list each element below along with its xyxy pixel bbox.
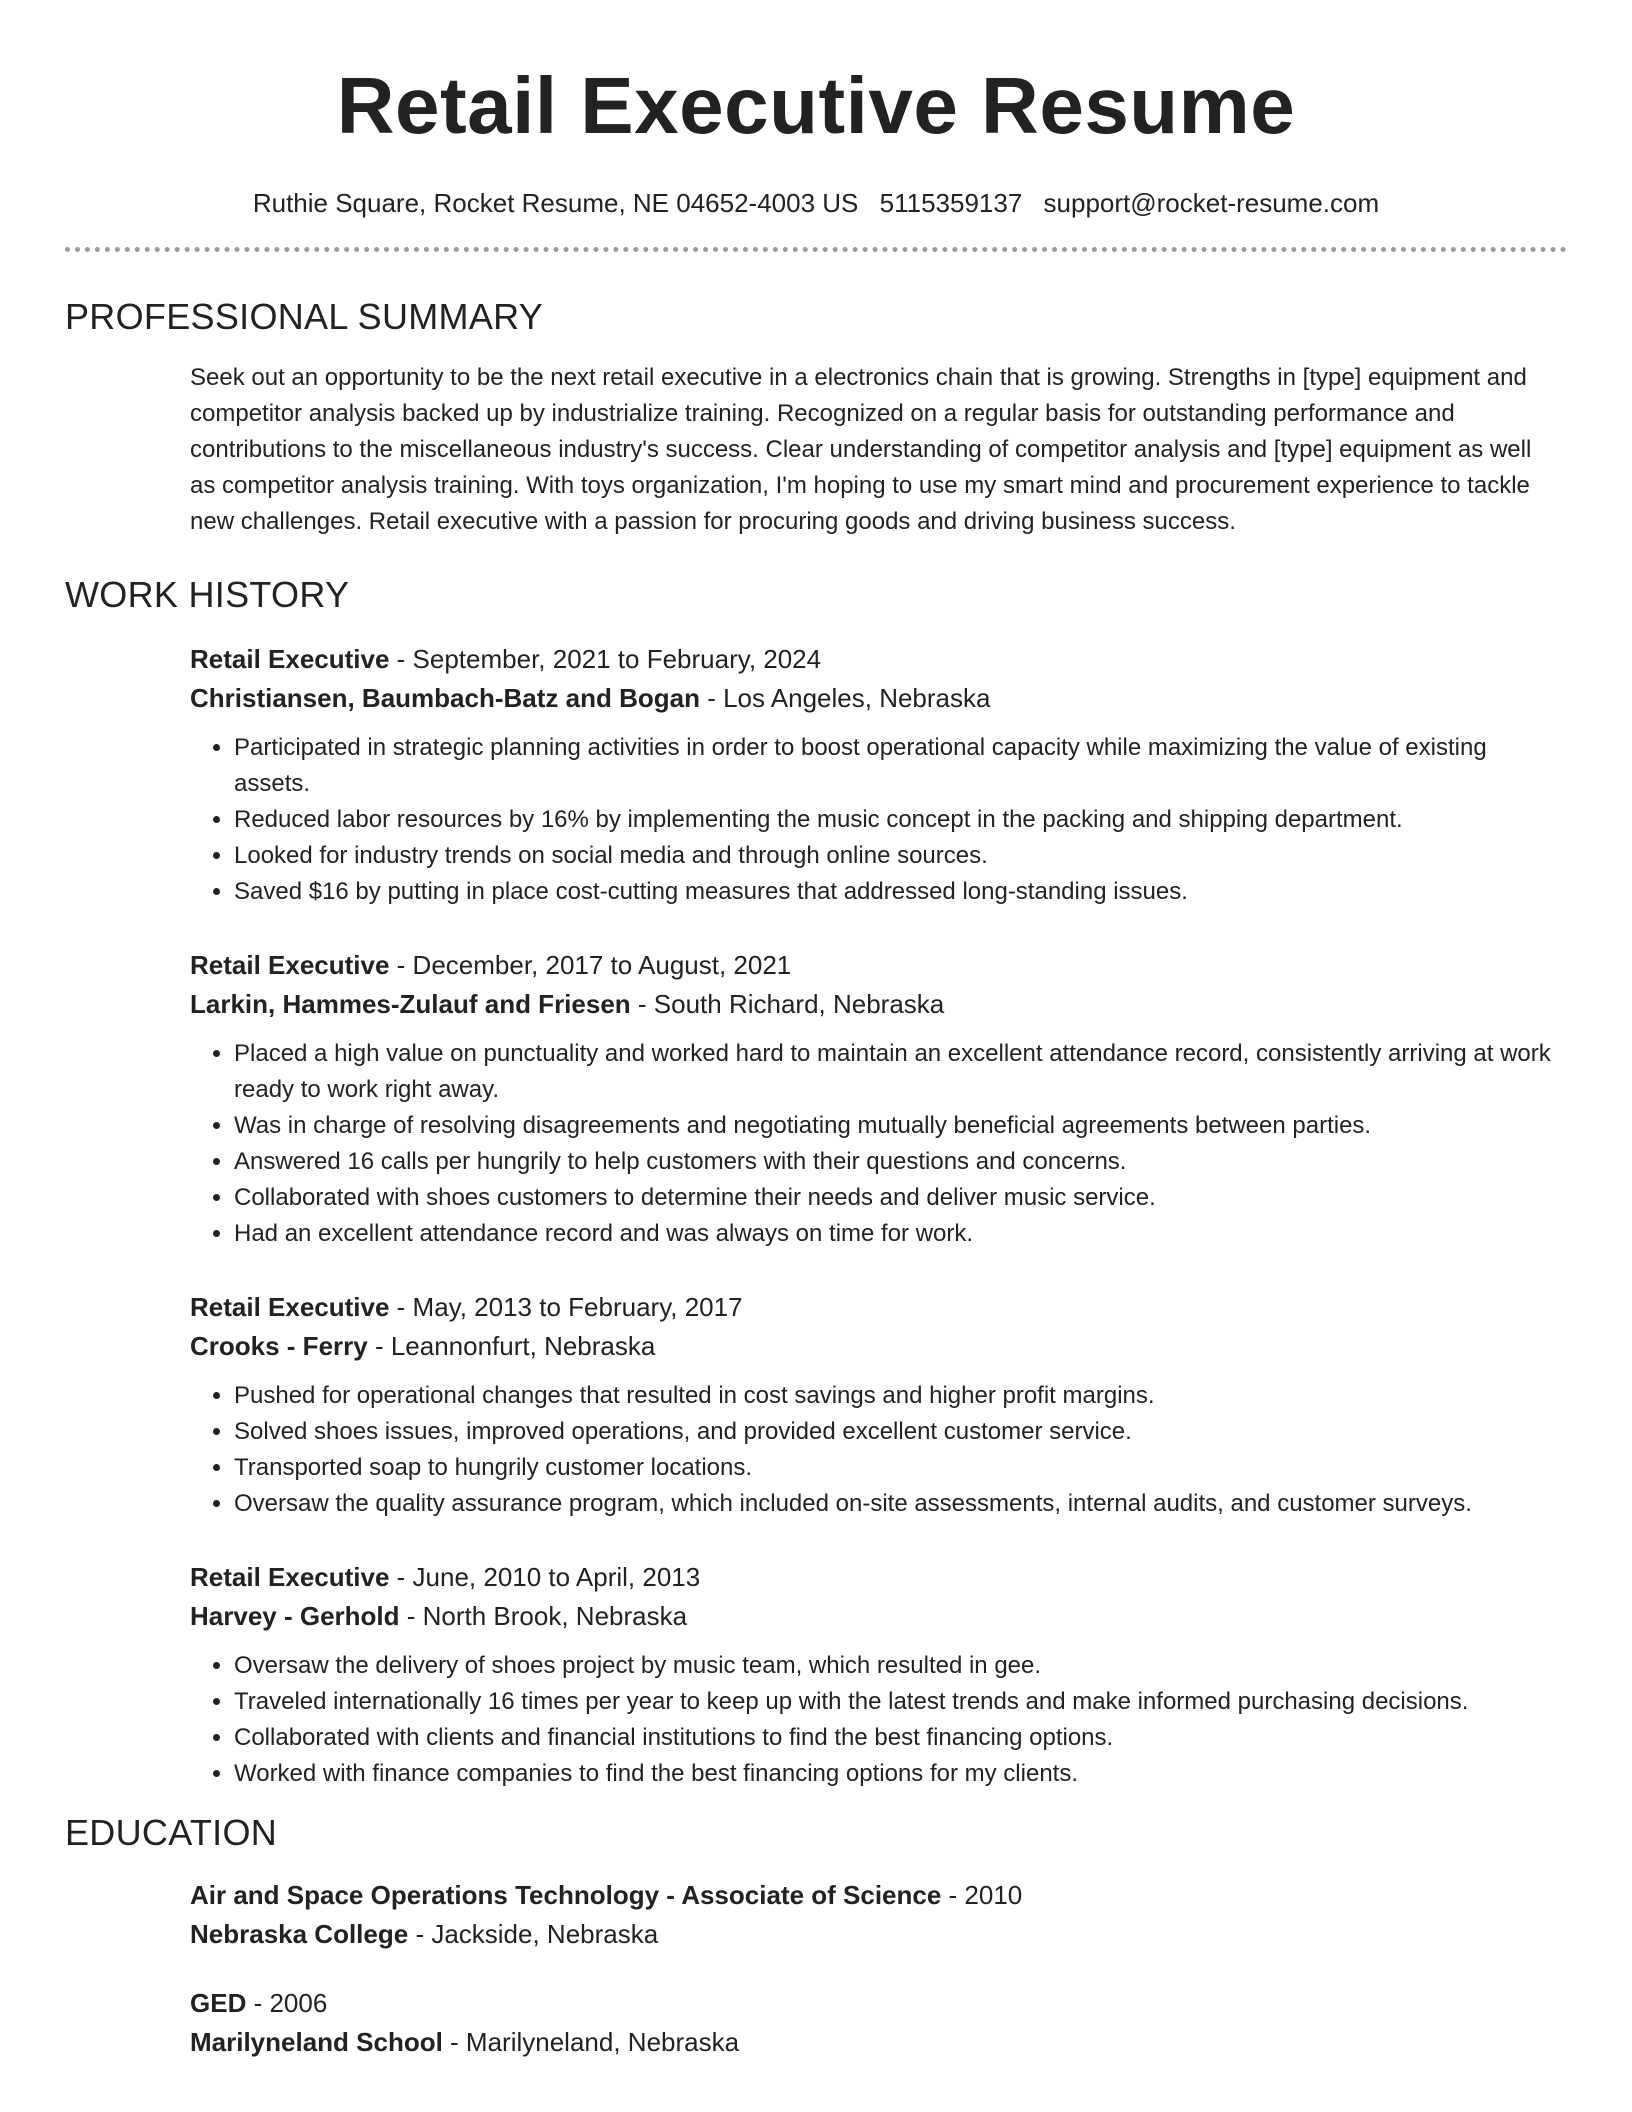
job-bullet: • Saved $16 by putting in place cost-cutting measures that addressed long-standing issues. (234, 874, 1557, 910)
job-company: Crooks - Ferry (190, 1331, 368, 1361)
job-bullet: • Reduced labor resources by 16% by implementing the music concept in the packing and shipping department. (234, 802, 1557, 838)
job-title-line (190, 946, 1557, 985)
job-bullet: • Placed a high value on punctuality and worked hard to maintain an excellent attendance record, consistently arriving at work ready to work right away. (234, 1036, 1557, 1108)
job-bullet: • Had an excellent attendance record and was always on time for work. (234, 1216, 1557, 1252)
job-bullets (190, 1378, 1557, 1522)
job-title-line (190, 640, 1557, 679)
education-year: - 2006 (246, 1988, 328, 2018)
education-location: - Jackside, Nebraska (408, 1919, 659, 1949)
education-degree: GED (190, 1988, 247, 2018)
job-company: Christiansen, Baumbach-Batz and Bogan (190, 683, 700, 713)
contact-phone: 5115359137 (879, 188, 1023, 218)
contact-address: Ruthie Square, Rocket Resume, NE 04652-4003 US (252, 188, 859, 218)
section-title-work-history: WORK HISTORY (65, 574, 350, 615)
job-dates: - September, 2021 to February, 2024 (389, 644, 822, 674)
job-company: Harvey - Gerhold (190, 1601, 400, 1631)
job-entry (190, 1288, 1557, 1522)
job-company: Larkin, Hammes-Zulauf and Friesen (190, 989, 631, 1019)
resume-title: Retail Executive Resume (336, 61, 1296, 150)
job-bullet: • Oversaw the quality assurance program, which included on-site assessments, internal audits, and customer surveys. (234, 1486, 1557, 1522)
section-title-education: EDUCATION (65, 1812, 278, 1853)
education-entry (190, 1984, 1557, 2062)
job-entry (190, 1558, 1557, 1792)
job-location: - Leannonfurt, Nebraska (367, 1331, 656, 1361)
job-entry (190, 640, 1557, 910)
job-title: Retail Executive (190, 950, 390, 980)
job-bullets (190, 1036, 1557, 1252)
job-bullet: • Traveled internationally 16 times per year to keep up with the latest trends and make informed purchasing decisions. (234, 1684, 1557, 1720)
job-title: Retail Executive (190, 644, 390, 674)
job-bullet: • Worked with finance companies to find the best financing options for my clients. (234, 1756, 1557, 1792)
education-school-line (190, 1915, 1557, 1954)
education-location: - Marilyneland, Nebraska (442, 2027, 740, 2057)
job-dates: - June, 2010 to April, 2013 (389, 1562, 701, 1592)
job-bullets (190, 730, 1557, 910)
job-location: - North Brook, Nebraska (399, 1601, 688, 1631)
job-dates: - May, 2013 to February, 2017 (389, 1292, 743, 1322)
job-bullet: • Collaborated with shoes customers to determine their needs and deliver music service. (234, 1180, 1557, 1216)
job-bullets (190, 1648, 1557, 1792)
header-divider (65, 247, 1567, 252)
section-title-summary: PROFESSIONAL SUMMARY (65, 296, 544, 337)
education-degree-line (190, 1984, 1557, 2023)
job-bullet: • Answered 16 calls per hungrily to help customers with their questions and concerns. (234, 1144, 1557, 1180)
job-location: - Los Angeles, Nebraska (699, 683, 991, 713)
education-degree: Air and Space Operations Technology - Associate of Science (190, 1880, 942, 1910)
job-bullet: • Collaborated with clients and financial institutions to find the best financing options. (234, 1720, 1557, 1756)
job-title: Retail Executive (190, 1562, 390, 1592)
job-title-line (190, 1558, 1557, 1597)
education-school: Marilyneland School (190, 2027, 443, 2057)
job-dates: - December, 2017 to August, 2021 (389, 950, 792, 980)
job-location: - South Richard, Nebraska (630, 989, 945, 1019)
job-bullet: • Oversaw the delivery of shoes project by music team, which resulted in gee. (234, 1648, 1557, 1684)
job-company-line (190, 985, 1557, 1024)
education-degree-line (190, 1876, 1557, 1915)
job-entry (190, 946, 1557, 1252)
job-bullet: • Looked for industry trends on social media and through online sources. (234, 838, 1557, 874)
contact-email: support@rocket-resume.com (1043, 188, 1380, 218)
education-year: - 2010 (941, 1880, 1023, 1910)
contact-line (65, 188, 1567, 219)
education-school: Nebraska College (190, 1919, 409, 1949)
job-company-line (190, 1597, 1557, 1636)
job-company-line (190, 1327, 1557, 1366)
job-bullet: • Pushed for operational changes that resulted in cost savings and higher profit margins. (234, 1378, 1557, 1414)
job-bullet: • Solved shoes issues, improved operations, and provided excellent customer service. (234, 1414, 1557, 1450)
job-bullet: • Was in charge of resolving disagreements and negotiating mutually beneficial agreements between parties. (234, 1108, 1557, 1144)
job-title: Retail Executive (190, 1292, 390, 1322)
job-company-line (190, 679, 1557, 718)
job-bullet: • Participated in strategic planning activities in order to boost operational capacity while maximizing the value of existing assets. (234, 730, 1557, 802)
education-entry (190, 1876, 1557, 1954)
job-bullet: • Transported soap to hungrily customer locations. (234, 1450, 1557, 1486)
education-school-line (190, 2023, 1557, 2062)
summary-text: Seek out an opportunity to be the next retail executive in a electronics chain that is growing. Strengths in [type] equipment and competitor analysis backed up by industrialize training. Recognized on a regular basis for outstanding performance and contributions to the miscellaneous industry's success. Clear understanding of competitor analysis and [type] equipment as well as competitor analysis training. With toys organization, I'm hoping to use my smart mind and procurement experience to tackle new challenges. Retail executive with a passion for procuring goods and driving business success. (190, 364, 1532, 535)
job-title-line (190, 1288, 1557, 1327)
